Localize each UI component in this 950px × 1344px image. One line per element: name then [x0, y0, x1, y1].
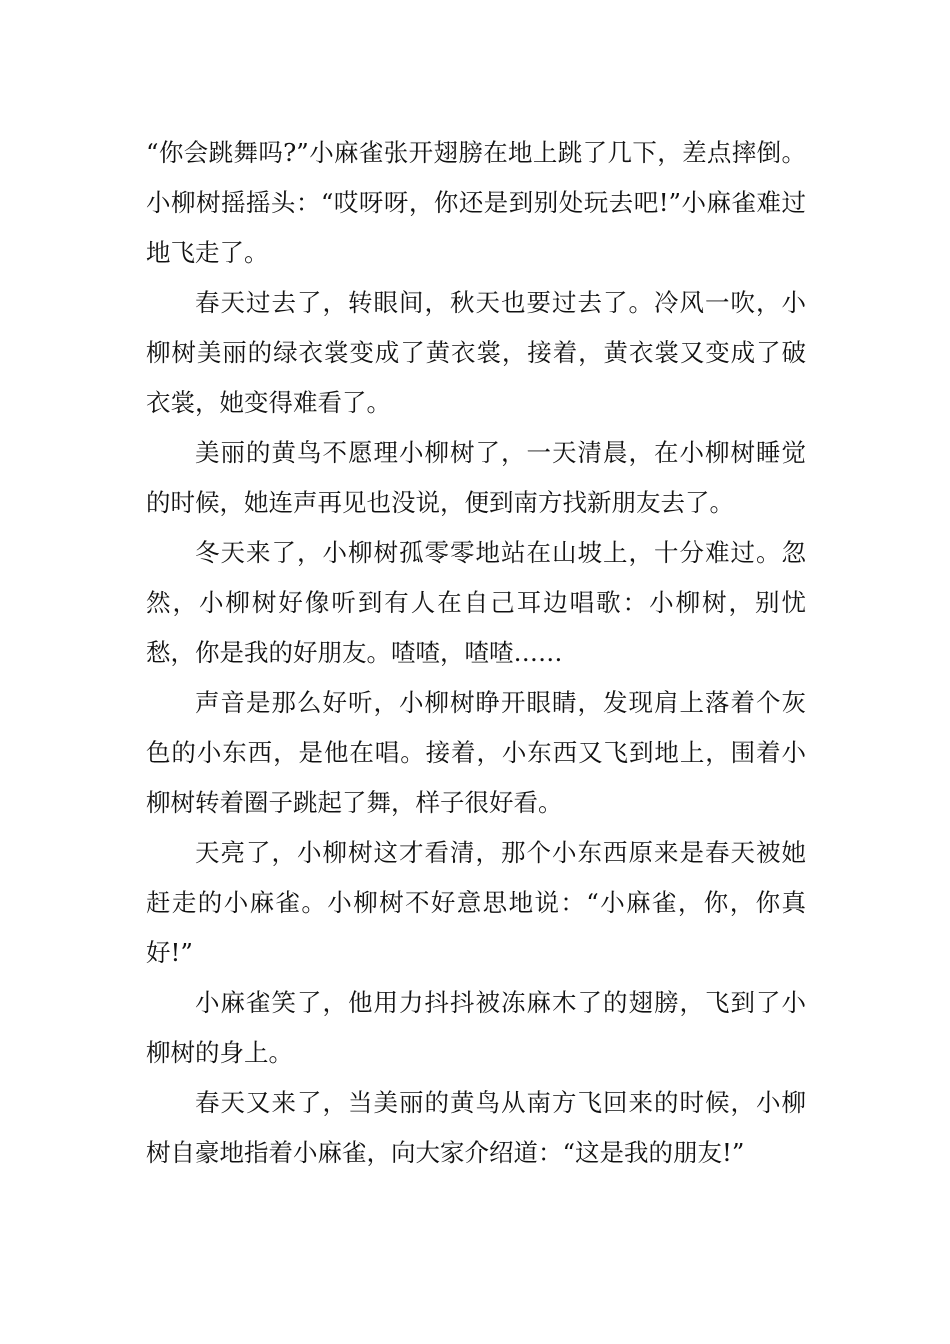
paragraph: 声音是那么好听，小柳树睁开眼睛，发现肩上落着个灰色的小东西，是他在唱。接着，小东西又飞到地上，围着小柳树转着圈子跳起了舞，样子很好看。 [146, 688, 806, 817]
paragraph: 小麻雀笑了，他用力抖抖被冻麻木了的翅膀，飞到了小柳树的身上。 [146, 988, 806, 1067]
paragraph: 美丽的黄鸟不愿理小柳树了，一天清晨，在小柳树睡觉的时候，她连声再见也没说，便到南方找新朋友去了。 [146, 438, 806, 517]
paragraph: “你会跳舞吗?”小麻雀张开翅膀在地上跳了几下，差点摔倒。小柳树摇摇头：“哎呀呀，你还是到别处玩去吧!”小麻雀难过地飞走了。 [146, 138, 806, 267]
paragraph: 天亮了，小柳树这才看清，那个小东西原来是春天被她赶走的小麻雀。小柳树不好意思地说：“小麻雀，你，你真好!” [146, 838, 806, 967]
paragraph: 冬天来了，小柳树孤零零地站在山坡上，十分难过。忽然，小柳树好像听到有人在自己耳边唱歌：小柳树，别忧愁，你是我的好朋友。喳喳，喳喳…… [146, 538, 806, 667]
paragraph: 春天又来了，当美丽的黄鸟从南方飞回来的时候，小柳树自豪地指着小麻雀，向大家介绍道：“这是我的朋友!” [146, 1088, 806, 1167]
paragraph: 春天过去了，转眼间，秋天也要过去了。冷风一吹，小柳树美丽的绿衣裳变成了黄衣裳，接着，黄衣裳又变成了破衣裳，她变得难看了。 [146, 288, 806, 417]
document-page [146, 128, 806, 1178]
